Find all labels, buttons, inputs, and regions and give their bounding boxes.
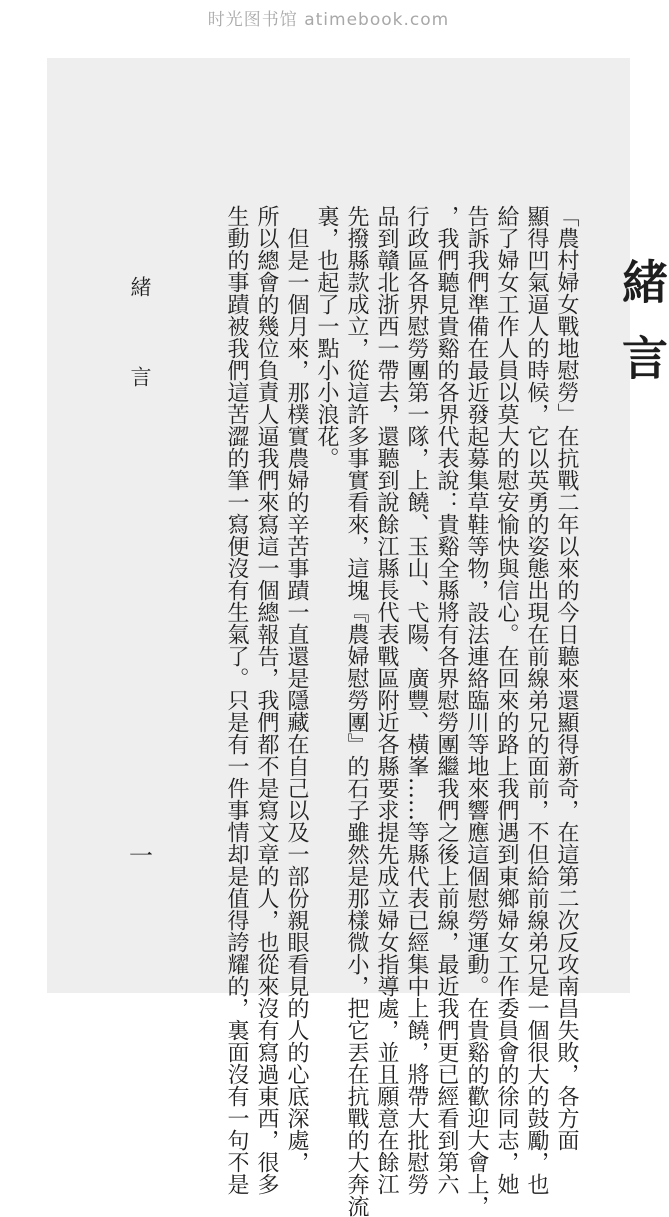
running-header: 緒 言 [128, 276, 152, 411]
text-column: 先撥縣款成立，從這許多事實看來，這塊『農婦慰勞團』的石子雖然是那樣微小，把它丟在抗戰的大奔流 [344, 205, 369, 1217]
text-column: 告訴我們準備在最近發起募集草鞋等物，設法連絡臨川等地來響應這個慰勞運動。在貴谿的歡迎大會上， [464, 205, 489, 1217]
chapter-title: 緒言 [615, 258, 669, 410]
text-column: 「農村婦女戰地慰勞」在抗戰二年以來的今日聽來還顯得新奇，在這第二次反攻南昌失敗，各方面 [554, 205, 579, 1151]
text-column: 給了婦女工作人員以莫大的慰安愉快與信心。在回來的路上我們遇到東鄉婦女工作委員會的徐同志，她 [494, 205, 519, 1195]
book-page [47, 58, 669, 1217]
text-column: 顯得凹氣逼人的時候，它以英勇的姿態出現在前線弟兄的面前，不但給前線弟兄是一個很大的鼓勵，也 [524, 205, 549, 1195]
text-column: 生動的事蹟被我們這苦澀的筆一寫便沒有生氣了。只是有一件事情却是值得誇耀的，裏面沒有一句不是 [224, 205, 249, 1195]
text-column: 品到贛北浙西一帶去，還聽到說餘江縣長代表戰區附近各縣要求提先成立婦女指導處，並且願意在餘江 [374, 205, 399, 1195]
text-column: 行政區各界慰勞團第一隊，上饒、玉山、弋陽、廣豐、橫峯……等縣代表已經集中上饒，將帶大批慰勞 [404, 205, 429, 1195]
text-column: ，我們聽見貴谿的各界代表說：貴谿全縣將有各界慰勞團繼我們之後上前線，最近我們更已經看到第六 [434, 205, 459, 1195]
text-column: 所以總會的幾位負責人逼我們來寫這一個總報告，我們都不是寫文章的人，也從來沒有寫過東西，很多 [254, 205, 279, 1195]
site-watermark: 时光图书馆 atimebook.com [207, 10, 450, 30]
page-number: 一 [129, 842, 153, 870]
text-column: 但是一個月來，那樸實農婦的辛苦事蹟一直還是隱藏在自己以及一部份親眼看見的人的心底深處， [284, 205, 309, 1173]
text-column: 裏，也起了一點小小浪花。 [314, 205, 339, 469]
